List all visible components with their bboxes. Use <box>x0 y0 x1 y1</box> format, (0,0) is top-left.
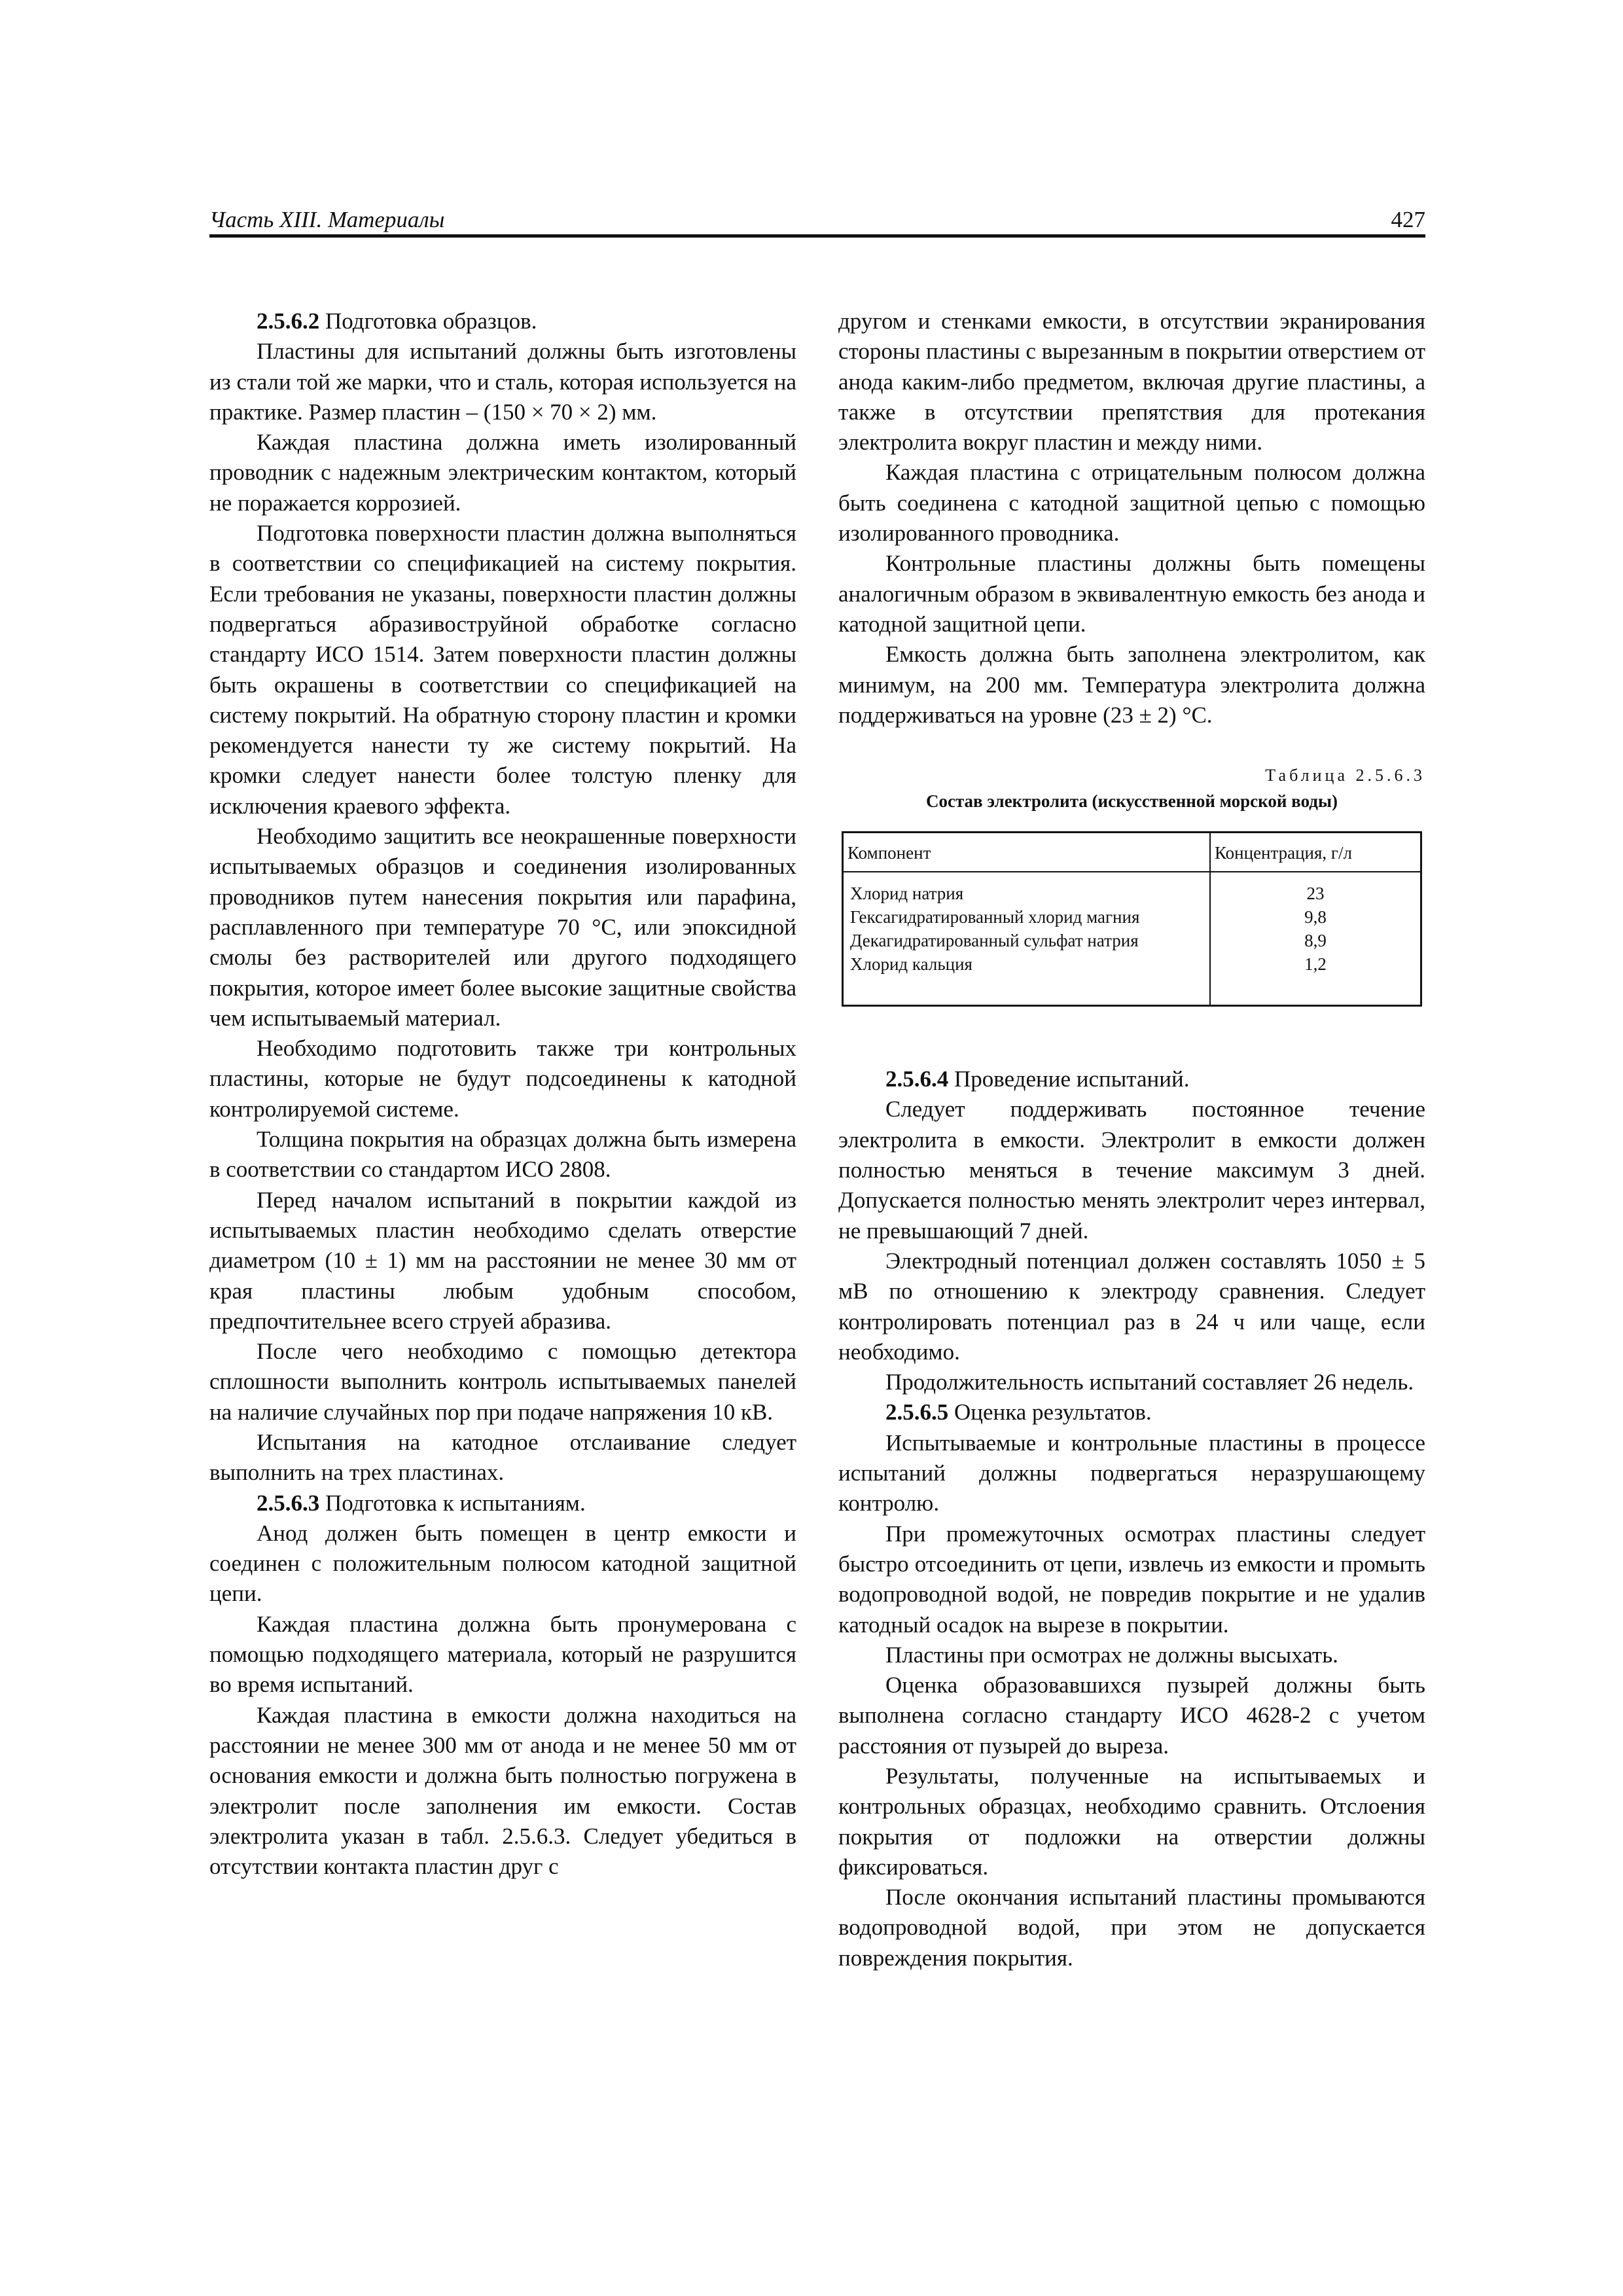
table-header-row <box>843 833 1421 872</box>
table-cell-component: Гексагидратированный хлорид магния <box>843 905 1211 929</box>
body-paragraph: Каждая пластина в емкости должна находиться на расстоянии не менее 300 мм от анода и не менее 50 мм от основания емкости и должна быть полностью погружена в электролит после заполнения им емкости. Состав электролита указан в табл. 2.5.6.3. Следует убедиться в отсутствии контакта пластин друг с <box>209 1702 796 1880</box>
table-cell-component: Хлорид натрия <box>843 872 1211 905</box>
body-paragraph: Испытываемые и контрольные пластины в процессе испытаний должны подвергаться неразрушающему контролю. <box>838 1429 1425 1516</box>
page-header <box>209 203 1425 238</box>
body-paragraph: Испытания на катодное отслаивание следует выполнить на трех пластинах. <box>209 1429 796 1486</box>
section-title: Оценка результатов. <box>948 1399 1152 1426</box>
right-column <box>838 306 1425 1973</box>
body-paragraph: После окончания испытаний пластины промываются водопроводной водой, при этом не допускается повреждения покрытия. <box>838 1884 1425 1971</box>
section-number: 2.5.6.3 <box>257 1490 320 1516</box>
table-row <box>843 872 1421 905</box>
table-row <box>843 929 1421 952</box>
table-cell-concentration: 9,8 <box>1304 907 1327 927</box>
section-heading <box>838 1397 1425 1427</box>
body-paragraph: Перед началом испытаний в покрытии каждой из испытываемых пластин необходимо сделать отверстие диаметром (10 ± 1) мм на расстоянии не менее 30 мм от края пластины любым удобным способом, предпочтительнее всего струей абразива. <box>209 1187 796 1334</box>
section-heading <box>838 1064 1425 1094</box>
body-paragraph: Каждая пластина с отрицательным полюсом должна быть соединена с катодной защитной цепью с помощью изолированного проводника. <box>838 459 1425 547</box>
section-title: Подготовка к испытаниям. <box>319 1490 586 1516</box>
table-cell-concentration: 23 <box>1306 884 1325 904</box>
right-column-bottom-text <box>838 1064 1425 1973</box>
body-paragraph: Пластины для испытаний должны быть изготовлены из стали той же марки, что и сталь, которая используется на практике. Размер пластин – (150 × 70 × 2) мм. <box>209 338 796 425</box>
body-paragraph: Контрольные пластины должны быть помещены аналогичным образом в эквивалентную емкость без анода и катодной защитной цепи. <box>838 550 1425 637</box>
table-row <box>843 952 1421 1006</box>
table-title: Состав электролита (искусственной морской воды) <box>925 791 1338 812</box>
table-caption <box>838 764 1425 813</box>
page-number: 427 <box>1391 207 1425 232</box>
right-column-top-text <box>838 306 1425 730</box>
table-number: Таблица 2.5.6.3 <box>1265 766 1425 785</box>
body-paragraph: Необходимо подготовить также три контрольных пластины, которые не будут подсоединены к катодной контролируемой системе. <box>209 1035 796 1122</box>
section-title: Проведение испытаний. <box>948 1066 1190 1092</box>
section-heading <box>209 306 796 336</box>
body-paragraph: Толщина покрытия на образцах должна быть измерена в соответствии со стандартом ИСО 2808. <box>209 1126 796 1183</box>
body-paragraph: Каждая пластина должна быть пронумерована с помощью подходящего материала, который не разрушится во время испытаний. <box>209 1611 796 1698</box>
table-cell-component: Хлорид кальция <box>843 952 1211 1006</box>
body-paragraph: Пластины при осмотрах не должны высыхать. <box>885 1641 1338 1668</box>
body-paragraph: Подготовка поверхности пластин должна выполняться в соответствии со спецификацией на систему покрытия. Если требования не указаны, поверхности пластин должны подвергаться абразивоструйной обработке согласно стандарту ИСО 1514. Затем поверхности пластин должны быть окрашены в соответствии со спецификацией на систему покрытий. На обратную сторону пластин и кромки рекомендуется нанести ту же систему покрытий. На кромки следует нанести более толстую пленку для исключения краевого эффекта. <box>209 520 796 819</box>
section-title: Подготовка образцов. <box>319 308 537 334</box>
column-header-concentration: Концентрация, г/л <box>1210 833 1421 872</box>
section-heading <box>209 1488 796 1518</box>
body-paragraph: Оценка образовавшихся пузырей должны быть выполнена согласно стандарту ИСО 4628-2 с учетом расстояния от пузырей до выреза. <box>838 1672 1425 1759</box>
body-paragraph: После чего необходимо с помощью детектора сплошности выполнить контроль испытываемых панелей на наличие случайных пор при подаче напряжения 10 кВ. <box>209 1338 796 1425</box>
left-column <box>209 306 796 1882</box>
table-cell-concentration: 8,9 <box>1304 931 1327 951</box>
table-cell-component: Декагидратированный сульфат натрия <box>843 929 1211 952</box>
body-paragraph: Анод должен быть помещен в центр емкости и соединен с положительным полюсом катодной защитной цепи. <box>209 1520 796 1607</box>
body-paragraph: Емкость должна быть заполнена электролитом, как минимум, на 200 мм. Температура электролита должна поддерживаться на уровне (23 ± 2) °С. <box>838 641 1425 728</box>
electrolyte-table <box>842 831 1422 1007</box>
table-cell-concentration: 1,2 <box>1304 954 1327 975</box>
section-number: 2.5.6.4 <box>885 1066 949 1092</box>
section-number: 2.5.6.2 <box>257 308 320 334</box>
body-paragraph: Электродный потенциал должен составлять 1050 ± 5 мВ по отношению к электроду сравнения. Следует контролировать потенциал раз в 24 ч или чаще, если необходимо. <box>838 1247 1425 1365</box>
body-paragraph: Необходимо защитить все неокрашенные поверхности испытываемых образцов и соединения изолированных проводников путем нанесения покрытия или парафина, расплавленного при температуре 70 °С, или эпоксидной смолы без растворителей или другого подходящего покрытия, которое имеет более высокие защитные свойства чем испытываемый материал. <box>209 823 796 1031</box>
body-paragraph: Результаты, полученные на испытываемых и контрольных образцах, необходимо сравнить. Отслоения покрытия от подложки на отверстии должны фиксироваться. <box>838 1763 1425 1880</box>
body-paragraph: Каждая пластина должна иметь изолированный проводник с надежным электрическим контактом, который не поражается коррозией. <box>209 429 796 516</box>
running-title: Часть XIII. Материалы <box>209 207 445 232</box>
section-number: 2.5.6.5 <box>885 1399 949 1426</box>
body-paragraph: другом и стенками емкости, в отсутствии экранирования стороны пластины с вырезанным в покрытии отверстием от анода каким-либо предметом, включая другие пластины, а также в отсутствии препятствия для протекания электролита вокруг пластин и между ними. <box>838 308 1425 456</box>
body-paragraph: Следует поддерживать постоянное течение электролита в емкости. Электролит в емкости должен полностью меняться в течение максимум 3 дней. Допускается полностью менять электролит через интервал, не превышающий 7 дней. <box>838 1096 1425 1244</box>
body-paragraph: Продолжительность испытаний составляет 26 недель. <box>885 1369 1414 1395</box>
column-header-component: Компонент <box>843 833 1211 872</box>
table-row <box>843 905 1421 929</box>
body-paragraph: При промежуточных осмотрах пластины следует быстро отсоединить от цепи, извлечь из емкости и промыть водопроводной водой, не повредив покрытие и не удалив катодный осадок на вырезе в покрытии. <box>838 1520 1425 1638</box>
